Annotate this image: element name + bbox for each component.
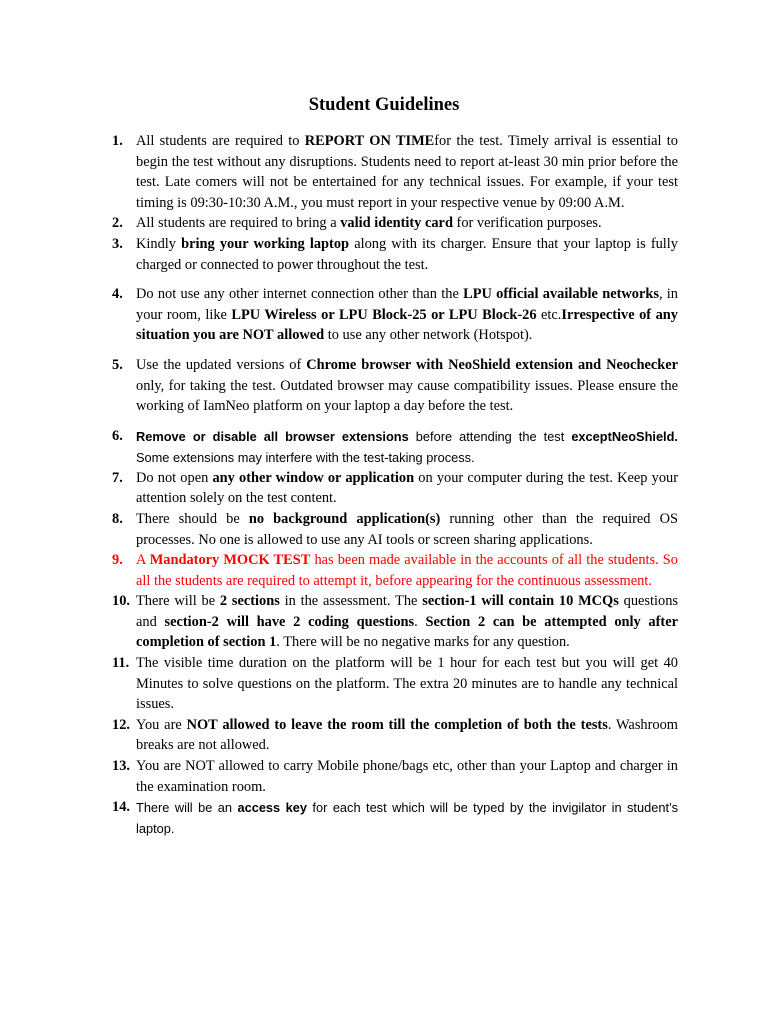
item-text: There should be no background application(s) running other than the required OS processes. No one is allowed to use any AI tools or screen sharing applications. xyxy=(136,510,678,548)
item-number: 5. xyxy=(112,356,123,373)
guideline-item-5 xyxy=(112,355,678,417)
item-text: You are NOT allowed to carry Mobile phone/bags etc, other than your Laptop and charger in the examination room. xyxy=(136,758,678,795)
guideline-item-10 xyxy=(112,591,678,653)
document-title: Student Guidelines xyxy=(308,95,460,115)
item-number: 13. xyxy=(112,758,130,775)
guideline-item-3 xyxy=(112,234,678,275)
item-number: 4. xyxy=(112,286,123,303)
guideline-item-13 xyxy=(112,756,678,797)
item-text: There will be an access key for each test which will be typed by the invigilator in student’s laptop. xyxy=(136,800,679,837)
item-text: Kindly bring your working laptop along with its charger. Ensure that your laptop is fully charged or connected to power throughout the test. xyxy=(136,235,679,273)
item-text: All students are required to bring a valid identity card for verification purposes. xyxy=(136,215,602,232)
guidelines-list xyxy=(112,131,678,839)
guideline-item-6 xyxy=(112,426,678,468)
item-text: The visible time duration on the platform will be 1 hour for each test but you will get 40 Minutes to solve questions on the platform. The extra 20 minutes are to handle any technical issues. xyxy=(136,655,678,713)
item-text: A Mandatory MOCK TEST has been made available in the accounts of all the students. So all the students are required to attempt it, before appearing for the continuous assessment. xyxy=(136,552,679,589)
guideline-item-4 xyxy=(112,284,678,346)
item-number: 2. xyxy=(112,215,123,232)
item-text: All students are required to REPORT ON TIMEfor the test. Timely arrival is essential to begin the test without any disruptions. Students need to report at-least 30 min prior before the test. Late comers will not be entertained for any technical issues. For example, if your test timing is 09:30-10:30 A.M., you must report in your respective venue by 09:00 A.M. xyxy=(136,133,678,211)
guideline-item-8 xyxy=(112,509,678,550)
item-number: 1. xyxy=(112,133,123,149)
item-text: Use the updated versions of Chrome browser with NeoShield extension and Neochecker only, for taking the test. Outdated browser may cause compatibility issues. Please ensure the working of IamNeo platform on your laptop a day before the test. xyxy=(136,356,678,415)
item-number: 11. xyxy=(112,655,130,672)
guideline-item-7 xyxy=(112,468,678,509)
guideline-item-14 xyxy=(112,797,678,839)
item-text: There will be 2 sections in the assessment. The section-1 will contain 10 MCQs questions and section-2 will have 2 coding questions. Section 2 can be attempted only after completion of section 1. There will be no negative marks for any question. xyxy=(136,593,678,651)
item-text: Do not open any other window or application on your computer during the test. Keep your attention solely on the test content. xyxy=(136,469,678,507)
guideline-item-2 xyxy=(112,213,678,234)
item-number: 7. xyxy=(112,469,123,486)
guideline-item-9-highlighted xyxy=(112,550,678,591)
item-number: 14. xyxy=(112,799,130,816)
item-text: You are NOT allowed to leave the room till the completion of both the tests. Washroom breaks are not allowed. xyxy=(136,716,678,754)
item-number: 3. xyxy=(112,235,123,252)
item-number: 10. xyxy=(112,593,130,610)
item-number: 12. xyxy=(112,716,130,733)
item-text: Do not use any other internet connection other than the LPU official available networks, in your room, like LPU Wireless or LPU Block-25 or LPU Block-26 etc.Irrespective of any situation you are NOT allowed to use any other network (Hotspot). xyxy=(136,286,679,344)
item-number: 8. xyxy=(112,510,123,527)
guideline-item-1 xyxy=(112,131,678,213)
item-text: Remove or disable all browser extensions before attending the test exceptNeoShield. Some extensions may interfere with the test-taking process. xyxy=(136,428,678,465)
guideline-item-11 xyxy=(112,653,678,715)
guideline-item-12 xyxy=(112,715,678,756)
item-number: 9. xyxy=(112,552,123,569)
item-number: 6. xyxy=(112,427,123,444)
